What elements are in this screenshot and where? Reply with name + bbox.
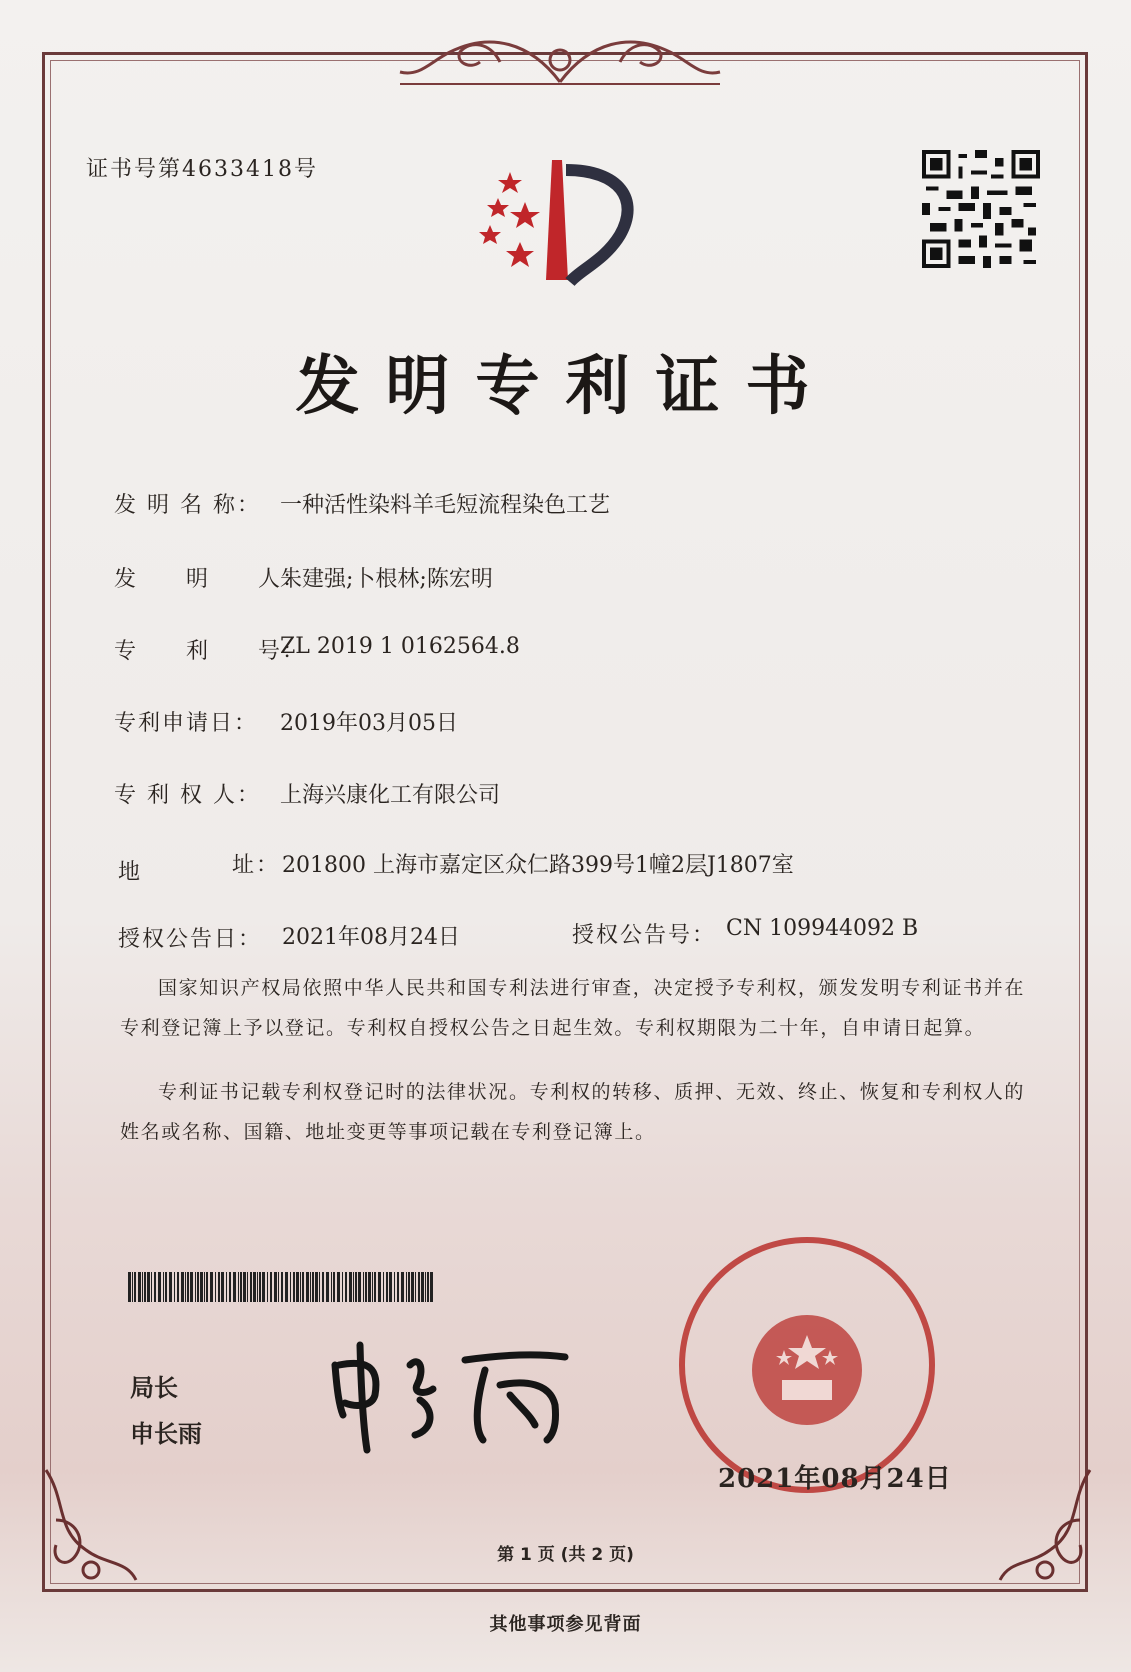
invention-name-value: 一种活性染料羊毛短流程染色工艺 — [280, 493, 611, 518]
patentee-value: 上海兴康化工有限公司 — [280, 783, 501, 808]
grant-number-value: CN 109944092 B — [726, 916, 919, 941]
address-value: 201800 上海市嘉定区众仁路399号1幢2层J1807室 — [282, 853, 794, 878]
grant-date-value: 2021年08月24日 — [282, 925, 460, 950]
legal-paragraph: 专利证书记载专利权登记时的法律状况。专利权的转移、质押、无效、终止、恢复和专利权人的姓名或名称、国籍、地址变更等事项记载在专利登记簿上。 — [120, 1081, 1025, 1143]
patent-number-value: ZL 2019 1 0162564.8 — [280, 634, 520, 659]
top-ornament-icon — [380, 22, 740, 102]
patentee-label: 专 利 权 人： — [114, 783, 261, 808]
invention-name-label: 发 明 名 称： — [114, 493, 261, 518]
page-indicator: 第 1 页 (共 2 页) — [497, 1545, 634, 1565]
filing-date-value: 2019年03月05日 — [280, 711, 458, 736]
address-label: 地 — [118, 860, 143, 885]
grant-date-label: 授权公告日： — [118, 927, 263, 952]
barcode-icon — [128, 1272, 433, 1302]
corner-ornament-icon — [990, 1460, 1100, 1590]
qr-code-icon — [922, 150, 1040, 268]
certificate-number: 证书号第4633418号 — [86, 157, 318, 182]
legal-paragraph: 国家知识产权局依照中华人民共和国专利法进行审查，决定授予专利权，颁发发明专利证书并在专利登记簿上予以登记。专利权自授权公告之日起生效。专利权期限为二十年，自申请日起算。 — [120, 977, 1025, 1039]
patent-number-label: 专 利 号： — [114, 639, 307, 664]
footer-note: 其他事项参见背面 — [489, 1614, 642, 1635]
corner-ornament-icon — [36, 1460, 146, 1590]
inventors-value: 朱建强;卜根林;陈宏明 — [280, 567, 493, 592]
director-title: 局长 — [130, 1374, 178, 1402]
document-title: 发明专利证书 — [295, 349, 836, 424]
grant-number-label: 授权公告号： — [572, 923, 717, 948]
patent-office-logo-icon — [470, 150, 660, 290]
seal-date: 2021年08月24日 — [718, 1464, 952, 1494]
filing-date-label: 专利申请日： — [114, 711, 259, 736]
director-name: 申长雨 — [130, 1420, 202, 1448]
inventors-label: 发 明 人： — [114, 567, 307, 592]
address-label: 址： — [232, 853, 281, 878]
signature-icon — [325, 1335, 585, 1455]
